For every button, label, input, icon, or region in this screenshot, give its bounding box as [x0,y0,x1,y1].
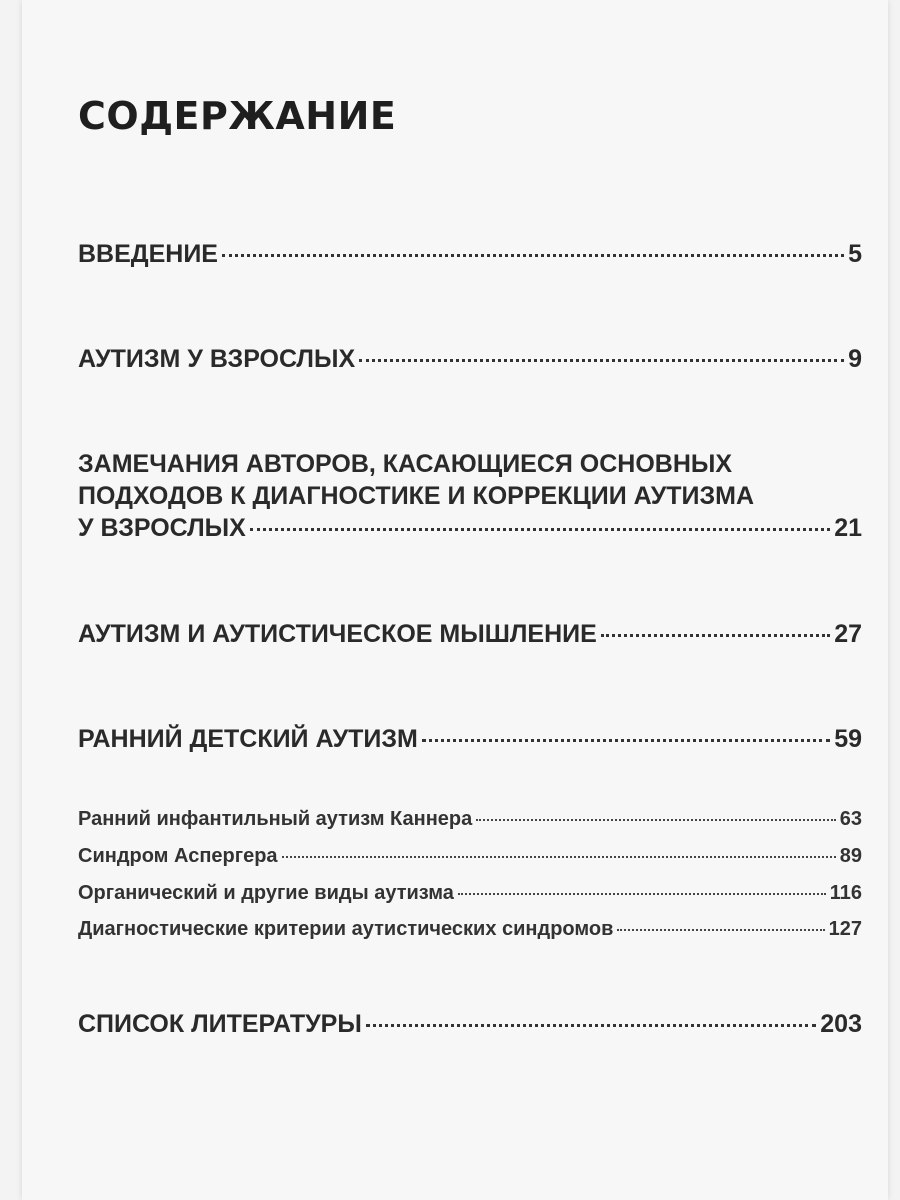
leader-dots [617,929,824,931]
toc-entry-title: АУТИЗМ И АУТИСТИЧЕСКОЕ МЫШЛЕНИЕ [78,620,597,648]
toc-entry-title-line: ЗАМЕЧАНИЯ АВТОРОВ, КАСАЮЩИЕСЯ ОСНОВНЫХ [78,450,733,478]
toc-subentry-title: Органический и другие виды аутизма [78,882,454,904]
toc-entry-title: У ВЗРОСЛЫХ [78,514,246,542]
book-page [22,0,888,1200]
toc-page-number: 127 [828,918,862,940]
toc-entry-title: ВВЕДЕНИЕ [78,240,218,268]
toc-entry-autistic-thinking [78,618,862,650]
toc-subentry-title: Ранний инфантильный аутизм Каннера [78,808,473,830]
toc-subentry-organic [78,879,862,907]
toc-page-number: 59 [834,725,862,753]
leader-dots [366,1024,816,1027]
leader-dots [222,254,844,257]
toc-page-number: 9 [848,345,862,373]
toc-entry-introduction [78,238,862,270]
toc-entry-title: СПИСОК ЛИТЕРАТУРЫ [78,1010,362,1038]
page-title: СОДЕРЖАНИЕ [78,94,397,138]
leader-dots [458,893,826,895]
toc-subentry-diagnostic-criteria [78,915,862,943]
toc-page-number: 203 [820,1010,862,1038]
toc-subentry-kanner [78,805,862,833]
toc-page-number: 116 [829,882,862,904]
toc-entry-author-notes [78,448,862,544]
toc-entry-early-childhood-autism [78,723,862,755]
toc-subentry-title: Диагностические критерии аутистических синдромов [78,918,614,940]
toc-entry-title-line: ПОДХОДОВ К ДИАГНОСТИКЕ И КОРРЕКЦИИ АУТИЗМА [78,482,755,510]
toc-entry-autism-in-adults [78,343,862,375]
toc-page-number: 89 [839,845,862,867]
leader-dots [282,856,836,858]
toc-page-number: 5 [848,240,862,268]
leader-dots [422,739,830,742]
leader-dots [476,819,835,821]
leader-dots [359,359,844,362]
toc-page-number: 63 [839,808,862,830]
toc-entry-bibliography [78,1008,862,1040]
leader-dots [250,528,830,531]
toc-subentry-title: Синдром Аспергера [78,845,278,867]
toc-page-number: 27 [834,620,862,648]
toc-entry-title: РАННИЙ ДЕТСКИЙ АУТИЗМ [78,725,418,753]
toc-page-number: 21 [834,514,862,542]
toc-subentry-asperger [78,842,862,870]
leader-dots [601,634,830,637]
toc-entry-title: АУТИЗМ У ВЗРОСЛЫХ [78,345,356,373]
